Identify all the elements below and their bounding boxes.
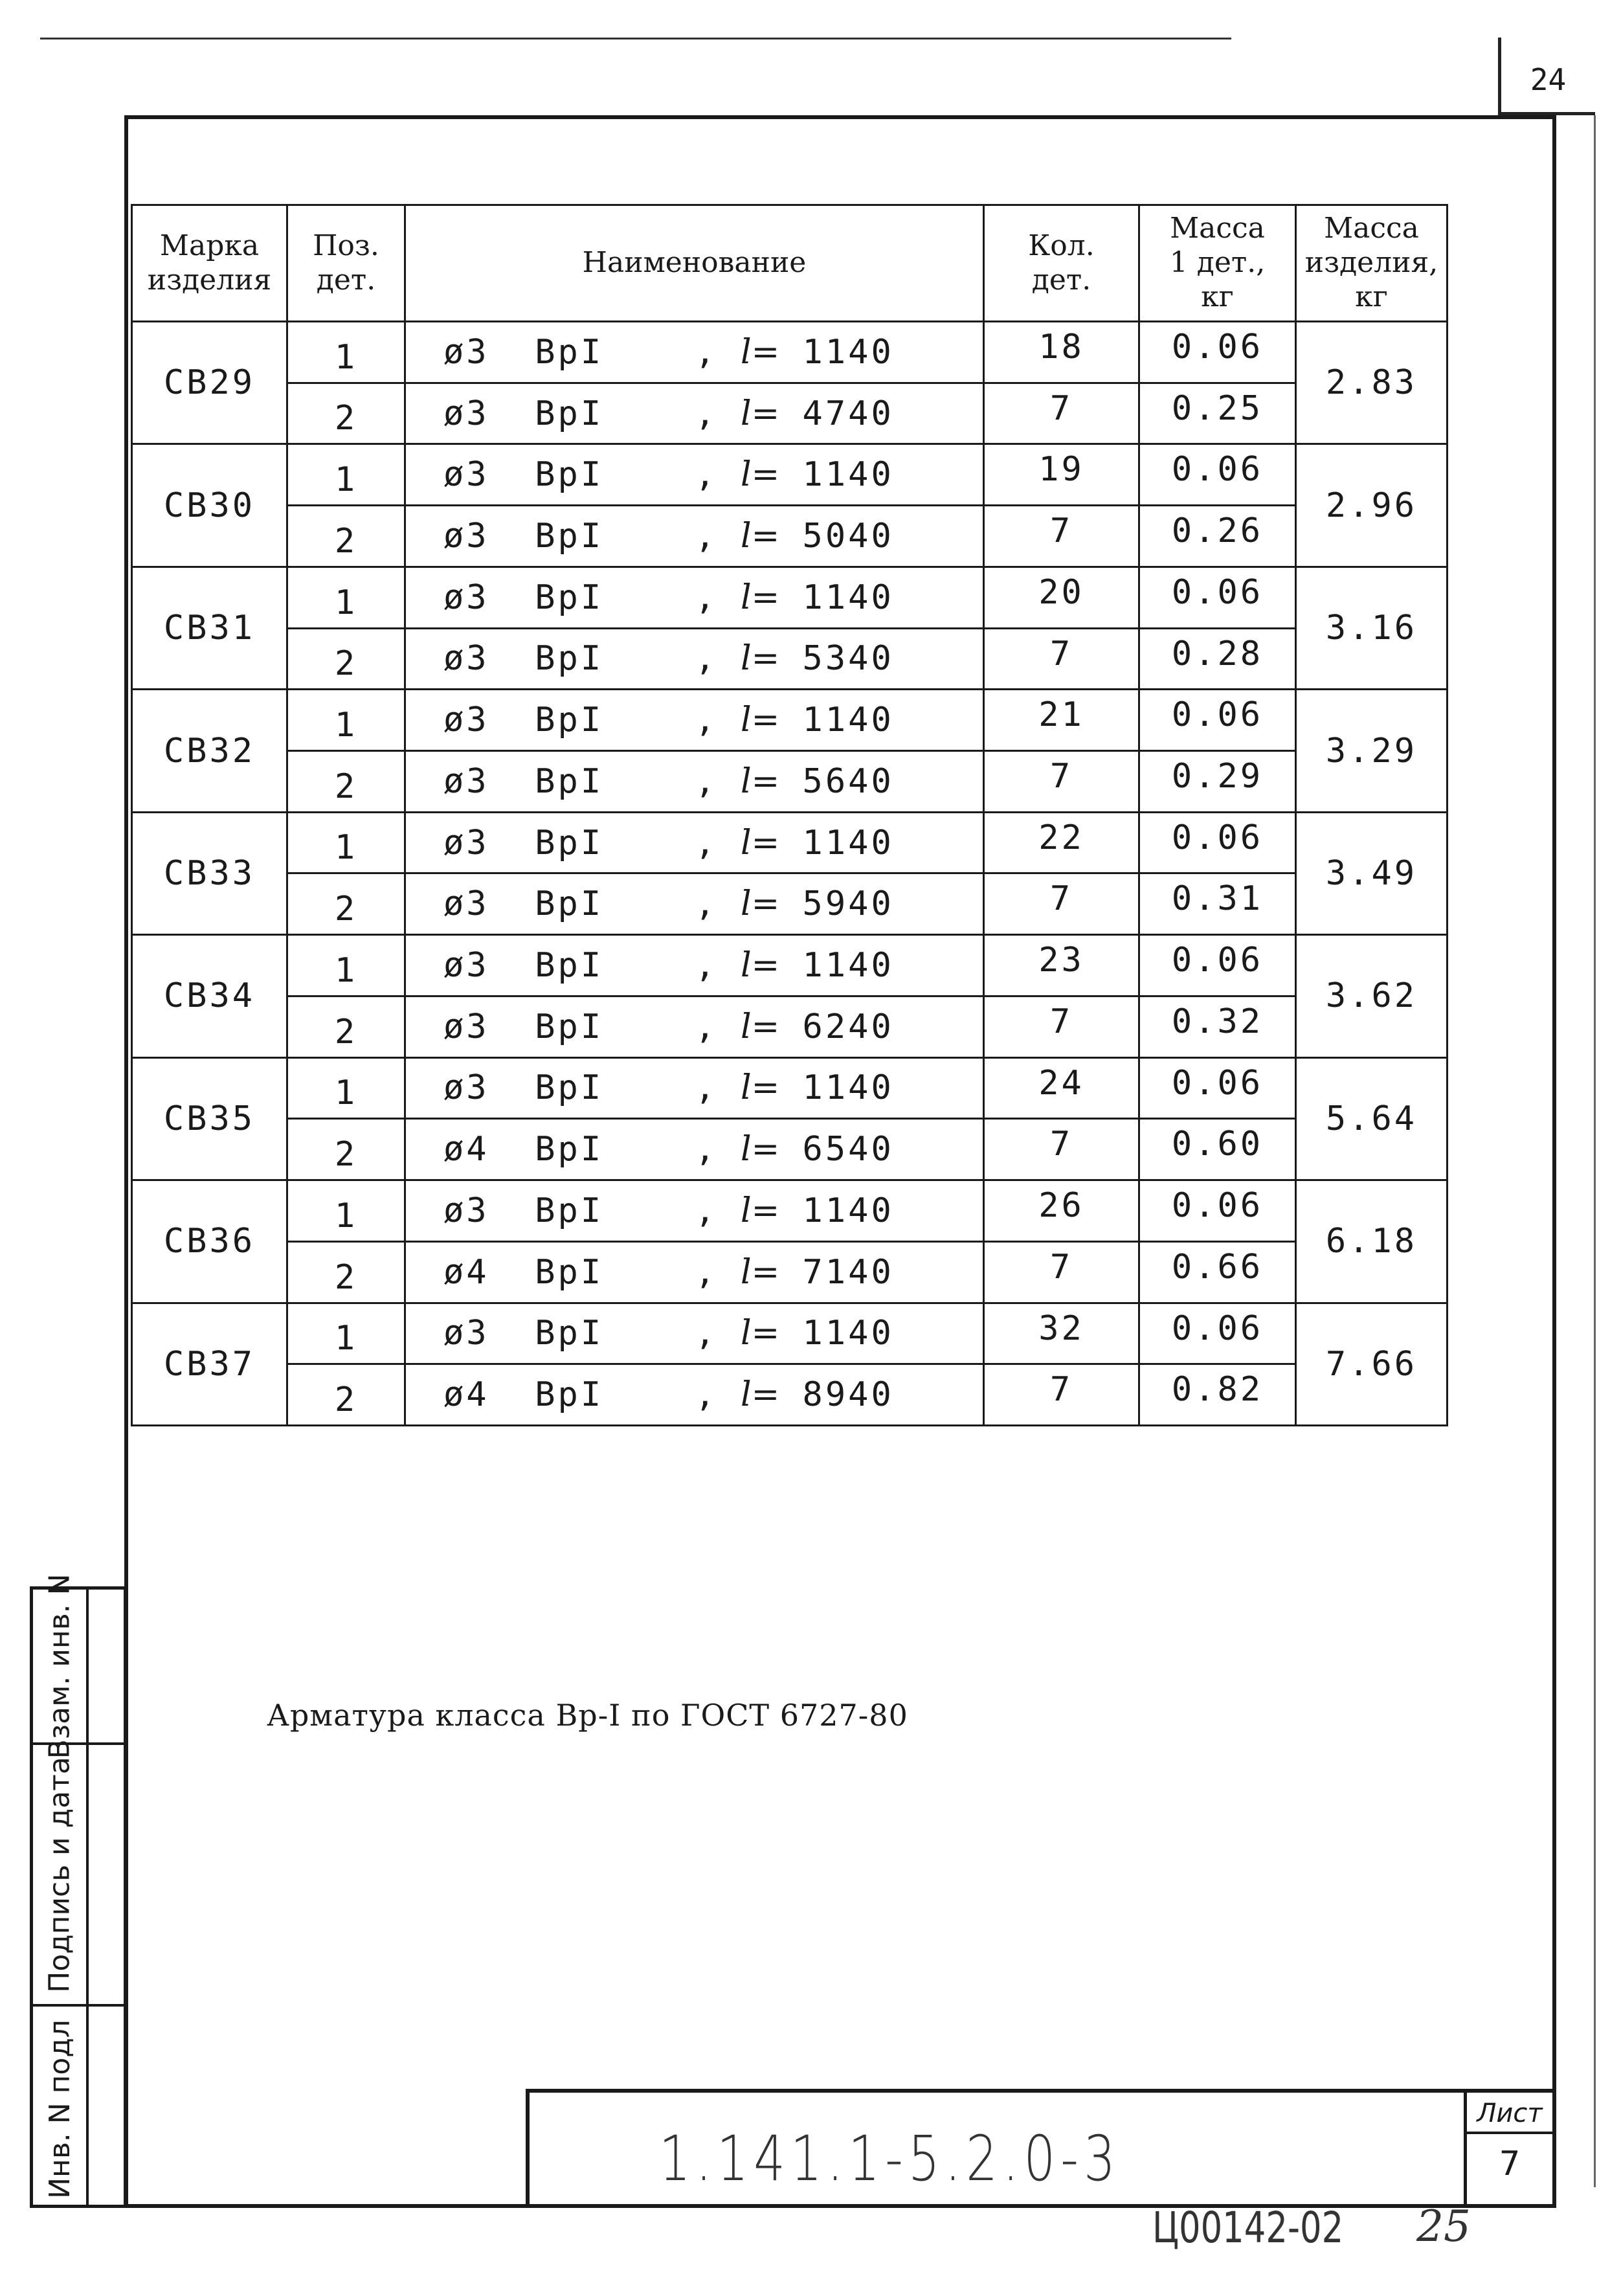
bar-diameter: ø3 [443,761,489,801]
cell-name: ø3 ВрI , l= 5640 [405,751,984,813]
length-symbol: l= [741,884,780,924]
cell-mass-one: 0.29 [1139,751,1296,813]
bar-class: ВрI [535,701,604,740]
cell-pos: 1 [287,1057,405,1119]
length-symbol: l= [741,1252,780,1292]
handwritten-number: 25 [1416,2201,1471,2251]
cell-mass-one: 0.06 [1139,444,1296,506]
bar-length: 1140 [802,332,894,372]
length-symbol: l= [741,1130,780,1169]
bar-length: 1140 [802,1068,894,1108]
cell-pos: 1 [287,567,405,628]
table-row [132,1303,1448,1364]
cell-pos: 1 [287,1180,405,1242]
sheet-label: Лист [1467,2095,1552,2134]
cell-name: ø3 ВрI , l= 1140 [405,935,984,996]
bar-length: 5040 [802,517,894,556]
bar-diameter: ø3 [443,517,489,556]
cell-mark: СВ37 [132,1303,287,1426]
cell-mass-total: 3.62 [1296,935,1448,1057]
length-symbol: l= [741,1191,780,1230]
cell-pos: 1 [287,935,405,996]
length-symbol: l= [741,517,780,556]
length-symbol: l= [741,1375,780,1415]
cell-qty: 21 [984,690,1139,751]
bar-diameter: ø3 [443,394,489,433]
cell-mass-one: 0.25 [1139,383,1296,444]
cell-mass-total: 3.29 [1296,690,1448,812]
bar-class: ВрI [535,455,604,495]
cell-name: ø4 ВрI , l= 6540 [405,1119,984,1180]
right-edge-line [1594,115,1596,2187]
cell-qty: 7 [984,1364,1139,1426]
cell-name: ø3 ВрI , l= 5940 [405,873,984,935]
length-symbol: l= [741,394,780,433]
cell-mass-total: 3.16 [1296,567,1448,689]
side-stamp-swap-inv: Взам. инв. N [43,1573,76,1759]
length-symbol: l= [741,823,780,862]
bar-length: 6240 [802,1007,894,1046]
bar-class: ВрI [535,1252,604,1292]
cell-pos: 2 [287,996,405,1057]
bar-length: 7140 [802,1252,894,1292]
cell-qty: 20 [984,567,1139,628]
cell-pos: 2 [287,1364,405,1426]
cell-pos: 2 [287,751,405,813]
title-block [526,2089,1556,2208]
cell-pos: 2 [287,383,405,444]
side-stamp [30,1573,127,2208]
handwritten-code: Ц00142-02 [1152,2203,1344,2253]
cell-qty: 7 [984,383,1139,444]
cell-name: ø3 ВрI , l= 6240 [405,996,984,1057]
bar-diameter: ø3 [443,701,489,740]
document-number: 1.141.1-5.2.0-3 [659,2122,1121,2195]
cell-qty: 24 [984,1057,1139,1119]
bar-length: 8940 [802,1375,894,1415]
bar-class: ВрI [535,394,604,433]
bar-class: ВрI [535,884,604,924]
cell-qty: 7 [984,628,1139,690]
cell-mass-one: 0.32 [1139,996,1296,1057]
bar-class: ВрI [535,1314,604,1353]
cell-qty: 26 [984,1180,1139,1242]
length-symbol: l= [741,1314,780,1353]
table-row [132,1364,1448,1426]
bar-length: 1140 [802,1191,894,1230]
length-symbol: l= [741,701,780,740]
bar-length: 5940 [802,884,894,924]
table-row [132,444,1448,506]
header-mass-one: Масса 1 дет., кг [1139,205,1296,322]
cell-mark: СВ35 [132,1057,287,1180]
length-symbol: l= [741,455,780,495]
cell-qty: 22 [984,812,1139,873]
cell-qty: 7 [984,506,1139,567]
table-row [132,1241,1448,1303]
page-number-box [1498,38,1595,115]
cell-mass-one: 0.82 [1139,1364,1296,1426]
length-symbol: l= [741,332,780,372]
bar-diameter: ø4 [443,1130,489,1169]
table-row [132,628,1448,690]
cell-mark: СВ33 [132,812,287,934]
length-symbol: l= [741,946,780,985]
cell-qty: 19 [984,444,1139,506]
table-row [132,1180,1448,1242]
bar-diameter: ø3 [443,1314,489,1353]
cell-mass-one: 0.06 [1139,322,1296,383]
cell-pos: 2 [287,1241,405,1303]
header-qty: Кол. дет. [984,205,1139,322]
cell-qty: 32 [984,1303,1139,1364]
cell-mass-one: 0.06 [1139,690,1296,751]
cell-mass-one: 0.06 [1139,1303,1296,1364]
bar-length: 5340 [802,639,894,679]
bar-class: ВрI [535,1130,604,1169]
cell-qty: 7 [984,751,1139,813]
cell-name: ø3 ВрI , l= 1140 [405,690,984,751]
cell-mass-total: 6.18 [1296,1180,1448,1303]
specification-table [131,204,1448,1426]
length-symbol: l= [741,761,780,801]
cell-pos: 1 [287,690,405,751]
bar-length: 5640 [802,761,894,801]
cell-name: ø4 ВрI , l= 8940 [405,1364,984,1426]
table-row [132,383,1448,444]
page-number: 24 [1530,62,1567,97]
cell-pos: 2 [287,873,405,935]
cell-pos: 1 [287,322,405,383]
bar-class: ВрI [535,578,604,617]
cell-mass-one: 0.26 [1139,506,1296,567]
cell-mass-total: 7.66 [1296,1303,1448,1426]
cell-name: ø3 ВрI , l= 5340 [405,628,984,690]
cell-name: ø3 ВрI , l= 1140 [405,1303,984,1364]
table-row [132,690,1448,751]
bar-class: ВрI [535,823,604,862]
cell-mass-one: 0.06 [1139,1057,1296,1119]
cell-mass-one: 0.06 [1139,567,1296,628]
header-mark: Марка изделия [132,205,287,322]
cell-pos: 1 [287,444,405,506]
sheet-cell [1464,2093,1552,2204]
table-row [132,322,1448,383]
table-row [132,873,1448,935]
cell-pos: 1 [287,1303,405,1364]
bar-diameter: ø3 [443,578,489,617]
bar-diameter: ø3 [443,946,489,985]
bar-length: 1140 [802,455,894,495]
bar-length: 1140 [802,946,894,985]
cell-qty: 23 [984,935,1139,996]
bar-diameter: ø3 [443,884,489,924]
cell-mass-total: 3.49 [1296,812,1448,934]
bar-diameter: ø3 [443,332,489,372]
cell-mass-one: 0.31 [1139,873,1296,935]
cell-mark: СВ32 [132,690,287,812]
table-header-row [132,205,1448,322]
cell-mark: СВ29 [132,322,287,444]
cell-mass-one: 0.06 [1139,1180,1296,1242]
top-border-line [40,38,1231,39]
bar-class: ВрI [535,517,604,556]
cell-qty: 7 [984,996,1139,1057]
reinforcement-note: Арматура класса Вр-I по ГОСТ 6727-80 [267,1698,908,1733]
cell-name: ø3 ВрI , l= 1140 [405,812,984,873]
bar-class: ВрI [535,332,604,372]
bar-diameter: ø4 [443,1252,489,1292]
table-row [132,935,1448,996]
cell-pos: 2 [287,1119,405,1180]
bar-diameter: ø3 [443,1007,489,1046]
bar-diameter: ø3 [443,639,489,679]
table-row [132,751,1448,813]
cell-qty: 18 [984,322,1139,383]
bar-diameter: ø4 [443,1375,489,1415]
bar-diameter: ø3 [443,1068,489,1108]
bar-diameter: ø3 [443,1191,489,1230]
cell-mass-one: 0.28 [1139,628,1296,690]
table-row [132,567,1448,628]
bar-length: 6540 [802,1130,894,1169]
bar-class: ВрI [535,1375,604,1415]
cell-name: ø3 ВрI , l= 4740 [405,383,984,444]
cell-name: ø3 ВрI , l= 1140 [405,322,984,383]
cell-mass-total: 2.83 [1296,322,1448,444]
length-symbol: l= [741,639,780,679]
bar-length: 1140 [802,578,894,617]
side-stamp-sign-date: Подпись и дата [43,1756,76,1993]
cell-mass-one: 0.06 [1139,812,1296,873]
cell-name: ø3 ВрI , l= 1140 [405,1180,984,1242]
cell-name: ø3 ВрI , l= 1140 [405,567,984,628]
cell-mark: СВ34 [132,935,287,1057]
cell-name: ø3 ВрI , l= 5040 [405,506,984,567]
cell-mass-total: 2.96 [1296,444,1448,567]
length-symbol: l= [741,1007,780,1046]
cell-mark: СВ31 [132,567,287,689]
table-row [132,812,1448,873]
bar-length: 1140 [802,1314,894,1353]
cell-mass-total: 5.64 [1296,1057,1448,1180]
bar-length: 1140 [802,823,894,862]
cell-name: ø4 ВрI , l= 7140 [405,1241,984,1303]
header-name: Наименование [405,205,984,322]
bar-class: ВрI [535,1007,604,1046]
table-row [132,506,1448,567]
cell-pos: 2 [287,628,405,690]
side-stamp-inv-sub: Инв. N подл [43,2019,76,2199]
bar-diameter: ø3 [443,823,489,862]
header-mass-total: Масса изделия, кг [1296,205,1448,322]
cell-mass-one: 0.06 [1139,935,1296,996]
cell-mass-one: 0.60 [1139,1119,1296,1180]
cell-name: ø3 ВрI , l= 1140 [405,444,984,506]
bar-class: ВрI [535,761,604,801]
bar-class: ВрI [535,639,604,679]
table-row [132,1119,1448,1180]
length-symbol: l= [741,578,780,617]
length-symbol: l= [741,1068,780,1108]
bar-length: 1140 [802,701,894,740]
cell-pos: 2 [287,506,405,567]
cell-qty: 7 [984,1119,1139,1180]
sheet-number: 7 [1499,2144,1521,2183]
cell-mark: СВ36 [132,1180,287,1303]
cell-qty: 7 [984,1241,1139,1303]
cell-pos: 1 [287,812,405,873]
table-row [132,996,1448,1057]
bar-diameter: ø3 [443,455,489,495]
bar-length: 4740 [802,394,894,433]
bar-class: ВрI [535,946,604,985]
cell-qty: 7 [984,873,1139,935]
table-row [132,1057,1448,1119]
cell-mass-one: 0.66 [1139,1241,1296,1303]
cell-mark: СВ30 [132,444,287,567]
bar-class: ВрI [535,1191,604,1230]
header-pos: Поз. дет. [287,205,405,322]
cell-name: ø3 ВрI , l= 1140 [405,1057,984,1119]
bar-class: ВрI [535,1068,604,1108]
